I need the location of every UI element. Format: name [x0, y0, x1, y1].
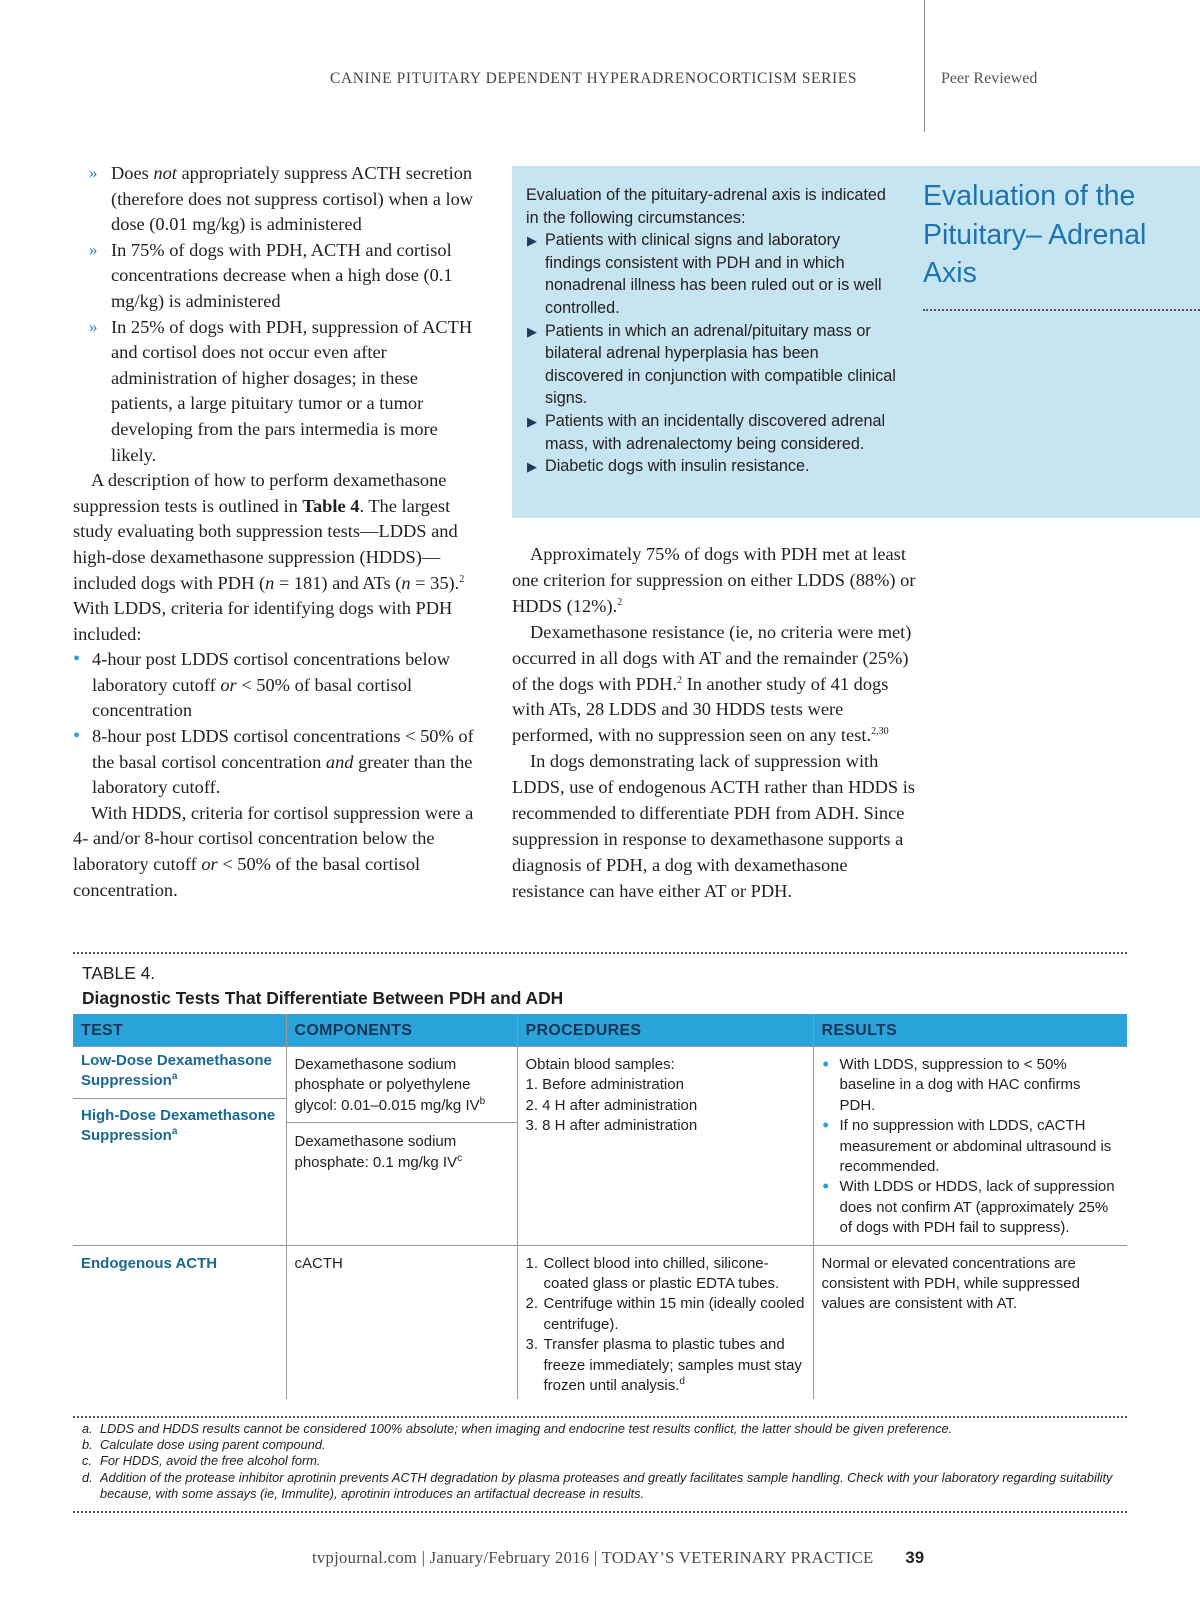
procedure-intro: Obtain blood samples: — [525, 1056, 675, 1073]
list-item: ▶ Diabetic dogs with insulin resistance. — [545, 455, 896, 478]
citation: 2,30 — [871, 726, 889, 738]
results-cell — [813, 1047, 1127, 1246]
column-header-test: TEST — [73, 1014, 286, 1047]
list-item: • 4-hour post LDDS cortisol concentrations below laboratory cutoff or < 50% of basal cortisol concentration — [73, 648, 451, 721]
table-caption: Diagnostic Tests That Differentiate Between PDH and ADH — [82, 988, 564, 1008]
procedure-step: 1. Collect blood into chilled, silicone-coated glass or plastic EDTA tubes. — [525, 1254, 780, 1293]
list-item: • With LDDS, suppression to < 50% baseline in a dog with HAC confirms PDH. — [822, 1054, 1081, 1114]
sidebar-intro: Evaluation of the pituitary-adrenal axis is indicated in the following circumstances: — [526, 186, 886, 227]
components-cell: cACTH — [286, 1245, 517, 1398]
procedure-step: 2. 4 H after administration — [525, 1096, 698, 1114]
body-paragraph: Dexamethasone resistance (ie, no criteria were met) occurred in all dogs with AT and the remainder (25%) of the dogs with PDH.$^2$ In another study of 41 dogs with ATs, 28 LDDS and 30 HDDS tests were performed, with no suppression seen on any test.$^{2,30}$ — [512, 621, 912, 746]
footnote-top-divider — [73, 1416, 1127, 1418]
table-label: TABLE 4. — [82, 963, 156, 983]
list-item: » In 25% of dogs with PDH, suppression of ACTH and cortisol does not occur even after administration of higher dosages; in these patients, a large pituitary tumor or a tumor developing from the pars intermedia is more likely. — [111, 315, 484, 469]
table-header-row — [73, 1014, 1127, 1047]
header-divider — [924, 0, 925, 132]
column-header-procedures: PROCEDURES — [517, 1014, 813, 1047]
sidebar-list — [526, 229, 896, 478]
citation: 2 — [459, 573, 465, 585]
body-paragraph: Approximately 75% of dogs with PDH met at least one criterion for suppression on either LDDS (88%) or HDDS (12%).$^2$ — [512, 544, 916, 616]
body-paragraph: A description of how to perform dexamethasone suppression tests is outlined in Table 4. The largest study evaluating both suppression tests—LDDS and high-dose dexamethasone suppression (HDDS)—included dogs with PDH (n = 181) and ATs (n = 35).$^2$ With LDDS, criteria for identifying dogs with PDH included: — [73, 470, 465, 644]
triangle-bullet-icon: ▶ — [527, 459, 537, 475]
sidebar-box-content — [526, 184, 896, 478]
procedure-step: 1. Before administration — [525, 1076, 684, 1094]
table-reference: Table 4 — [302, 495, 360, 516]
bullet-dot-icon: • — [822, 1054, 829, 1074]
footnote: a. LDDS and HDDS results cannot be considered 100% absolute; when imaging and endocrine test results conflict, the latter should be given preference. — [82, 1421, 953, 1436]
triangle-bullet-icon: ▶ — [527, 323, 537, 339]
list-item: • 8-hour post LDDS cortisol concentrations < 50% of the basal cortisol concentration and greater than the laboratory cutoff. — [73, 725, 474, 798]
series-header: CANINE PITUITARY DEPENDENT HYPERADRENOCORTICISM SERIES — [330, 70, 858, 87]
footnote: b. Calculate dose using parent compound. — [82, 1437, 326, 1453]
list-item: ▶ Patients with an incidentally discovered adrenal mass, with adrenalectomy being considered. — [527, 411, 886, 453]
test-name: Low-Dose Dexamethasone Suppression$^a$ — [81, 1052, 272, 1090]
procedure-steps — [526, 1254, 805, 1397]
page-number: 39 — [905, 1548, 925, 1567]
procedures-cell — [517, 1245, 813, 1398]
test-cell — [73, 1047, 286, 1246]
diagnostic-tests-table — [73, 1014, 1127, 1399]
footnote: c. For HDDS, avoid the free alcohol form. — [82, 1453, 321, 1469]
list-item: • With LDDS or HDDS, lack of suppression does not confirm AT (approximately 25% of dogs with PDH fail to suppress). — [822, 1176, 1115, 1237]
procedure-step: 2. Centrifuge within 15 min (ideally cooled centrifuge). — [525, 1295, 805, 1333]
component-text: Dexamethasone sodium phosphate: 0.1 mg/kg $IV^c$ — [287, 1122, 517, 1173]
column-header-results: RESULTS — [813, 1014, 1127, 1047]
footnote: d. Addition of the protease inhibitor aprotinin prevents ACTH degradation by plasma proteases and greatly facilitates sample handling. Check with your laboratory regarding suitability because, with some assays (ie, Immulite), aprotinin introduces an artifactual decrease in results. — [82, 1469, 1113, 1501]
list-item: ▶ Patients in which an adrenal/pituitary mass or bilateral adrenal hyperplasia has been discovered in conjunction with compatible clinical signs. — [527, 321, 896, 408]
body-paragraph: With HDDS, criteria for cortisol suppression were a 4- and/or 8-hour cortisol concentration below the laboratory cutoff or < 50% of the basal cortisol concentration. — [73, 802, 474, 900]
body-paragraph: In dogs demonstrating lack of suppression with LDDS, use of endogenous ACTH rather than HDDS is recommended to differentiate PDH from ADH. Since suppression in response to dexamethasone supports a diagnosis of PDH, a dog with dexamethasone resistance can have either AT or PDH. — [512, 751, 916, 901]
left-column — [73, 161, 484, 903]
list-item: » In 75% of dogs with PDH, ACTH and cortisol concentrations decrease when a high dose (0.1 mg/kg) is administered — [111, 238, 484, 315]
footnote-bottom-divider — [73, 1511, 1127, 1513]
citation: 2 — [617, 596, 623, 608]
page-footer — [312, 1548, 924, 1568]
list-item: » Does not appropriately suppress ACTH secretion (therefore does not suppress cortisol) when a low dose (0.01 mg/kg) is administered — [111, 161, 484, 238]
ldds-criteria-list — [73, 647, 484, 801]
column-header-components: COMPONENTS — [286, 1014, 517, 1047]
triangle-bullet-icon: ▶ — [527, 413, 537, 429]
table-top-divider — [73, 952, 1127, 954]
test-name: High-Dose Dexamethasone Suppression$^a$ — [73, 1098, 286, 1147]
table-row — [73, 1047, 1127, 1246]
results-cell: Normal or elevated concentrations are consistent with PDH, while suppressed values are consistent with AT. — [813, 1245, 1127, 1398]
procedures-cell — [517, 1047, 813, 1246]
footer-text: tvpjournal.com | January/February 2016 | TODAY’S VETERINARY PRACTICE — [312, 1548, 874, 1567]
bullet-dot-icon: • — [822, 1176, 829, 1197]
bullet-marker-icon: » — [89, 239, 98, 259]
list-item: ▶ Patients with clinical signs and laboratory findings consistent with PDH and in which nonadrenal illness has been ruled out or is well controlled. — [527, 231, 882, 317]
procedure-step: 3. Transfer plasma to plastic tubes and freeze immediately; samples must stay frozen until analysis.$^d$ — [525, 1336, 802, 1395]
sidebar-title: Evaluation of the Pituitary– Adrenal Axis — [923, 180, 1147, 290]
table-row — [73, 1245, 1127, 1398]
bullet-dot-icon: • — [822, 1115, 829, 1136]
right-column — [512, 542, 922, 905]
table-footnotes — [82, 1421, 1122, 1502]
components-cell — [286, 1047, 517, 1246]
list-item: • If no suppression with LDDS, cACTH measurement or abdominal ultrasound is recommended. — [822, 1115, 1112, 1176]
results-list — [822, 1051, 1120, 1239]
bullet-dot-icon: • — [73, 725, 81, 748]
procedure-step: 3. 8 H after administration — [525, 1117, 698, 1135]
peer-reviewed-label: Peer Reviewed — [941, 70, 1038, 87]
bullet-marker-icon: » — [89, 316, 98, 336]
component-text: Dexamethasone sodium phosphate or polyethylene glycol: 0.01–0.015 mg/kg $IV^b$ — [294, 1056, 486, 1114]
bullet-dot-icon: • — [73, 648, 81, 671]
bullet-marker-icon: » — [89, 163, 98, 182]
test-cell: Endogenous ACTH — [73, 1245, 286, 1398]
sidebar-title-divider — [923, 309, 1200, 311]
citation: 2 — [677, 674, 683, 686]
suppression-bullets — [73, 161, 484, 468]
triangle-bullet-icon: ▶ — [527, 233, 537, 249]
